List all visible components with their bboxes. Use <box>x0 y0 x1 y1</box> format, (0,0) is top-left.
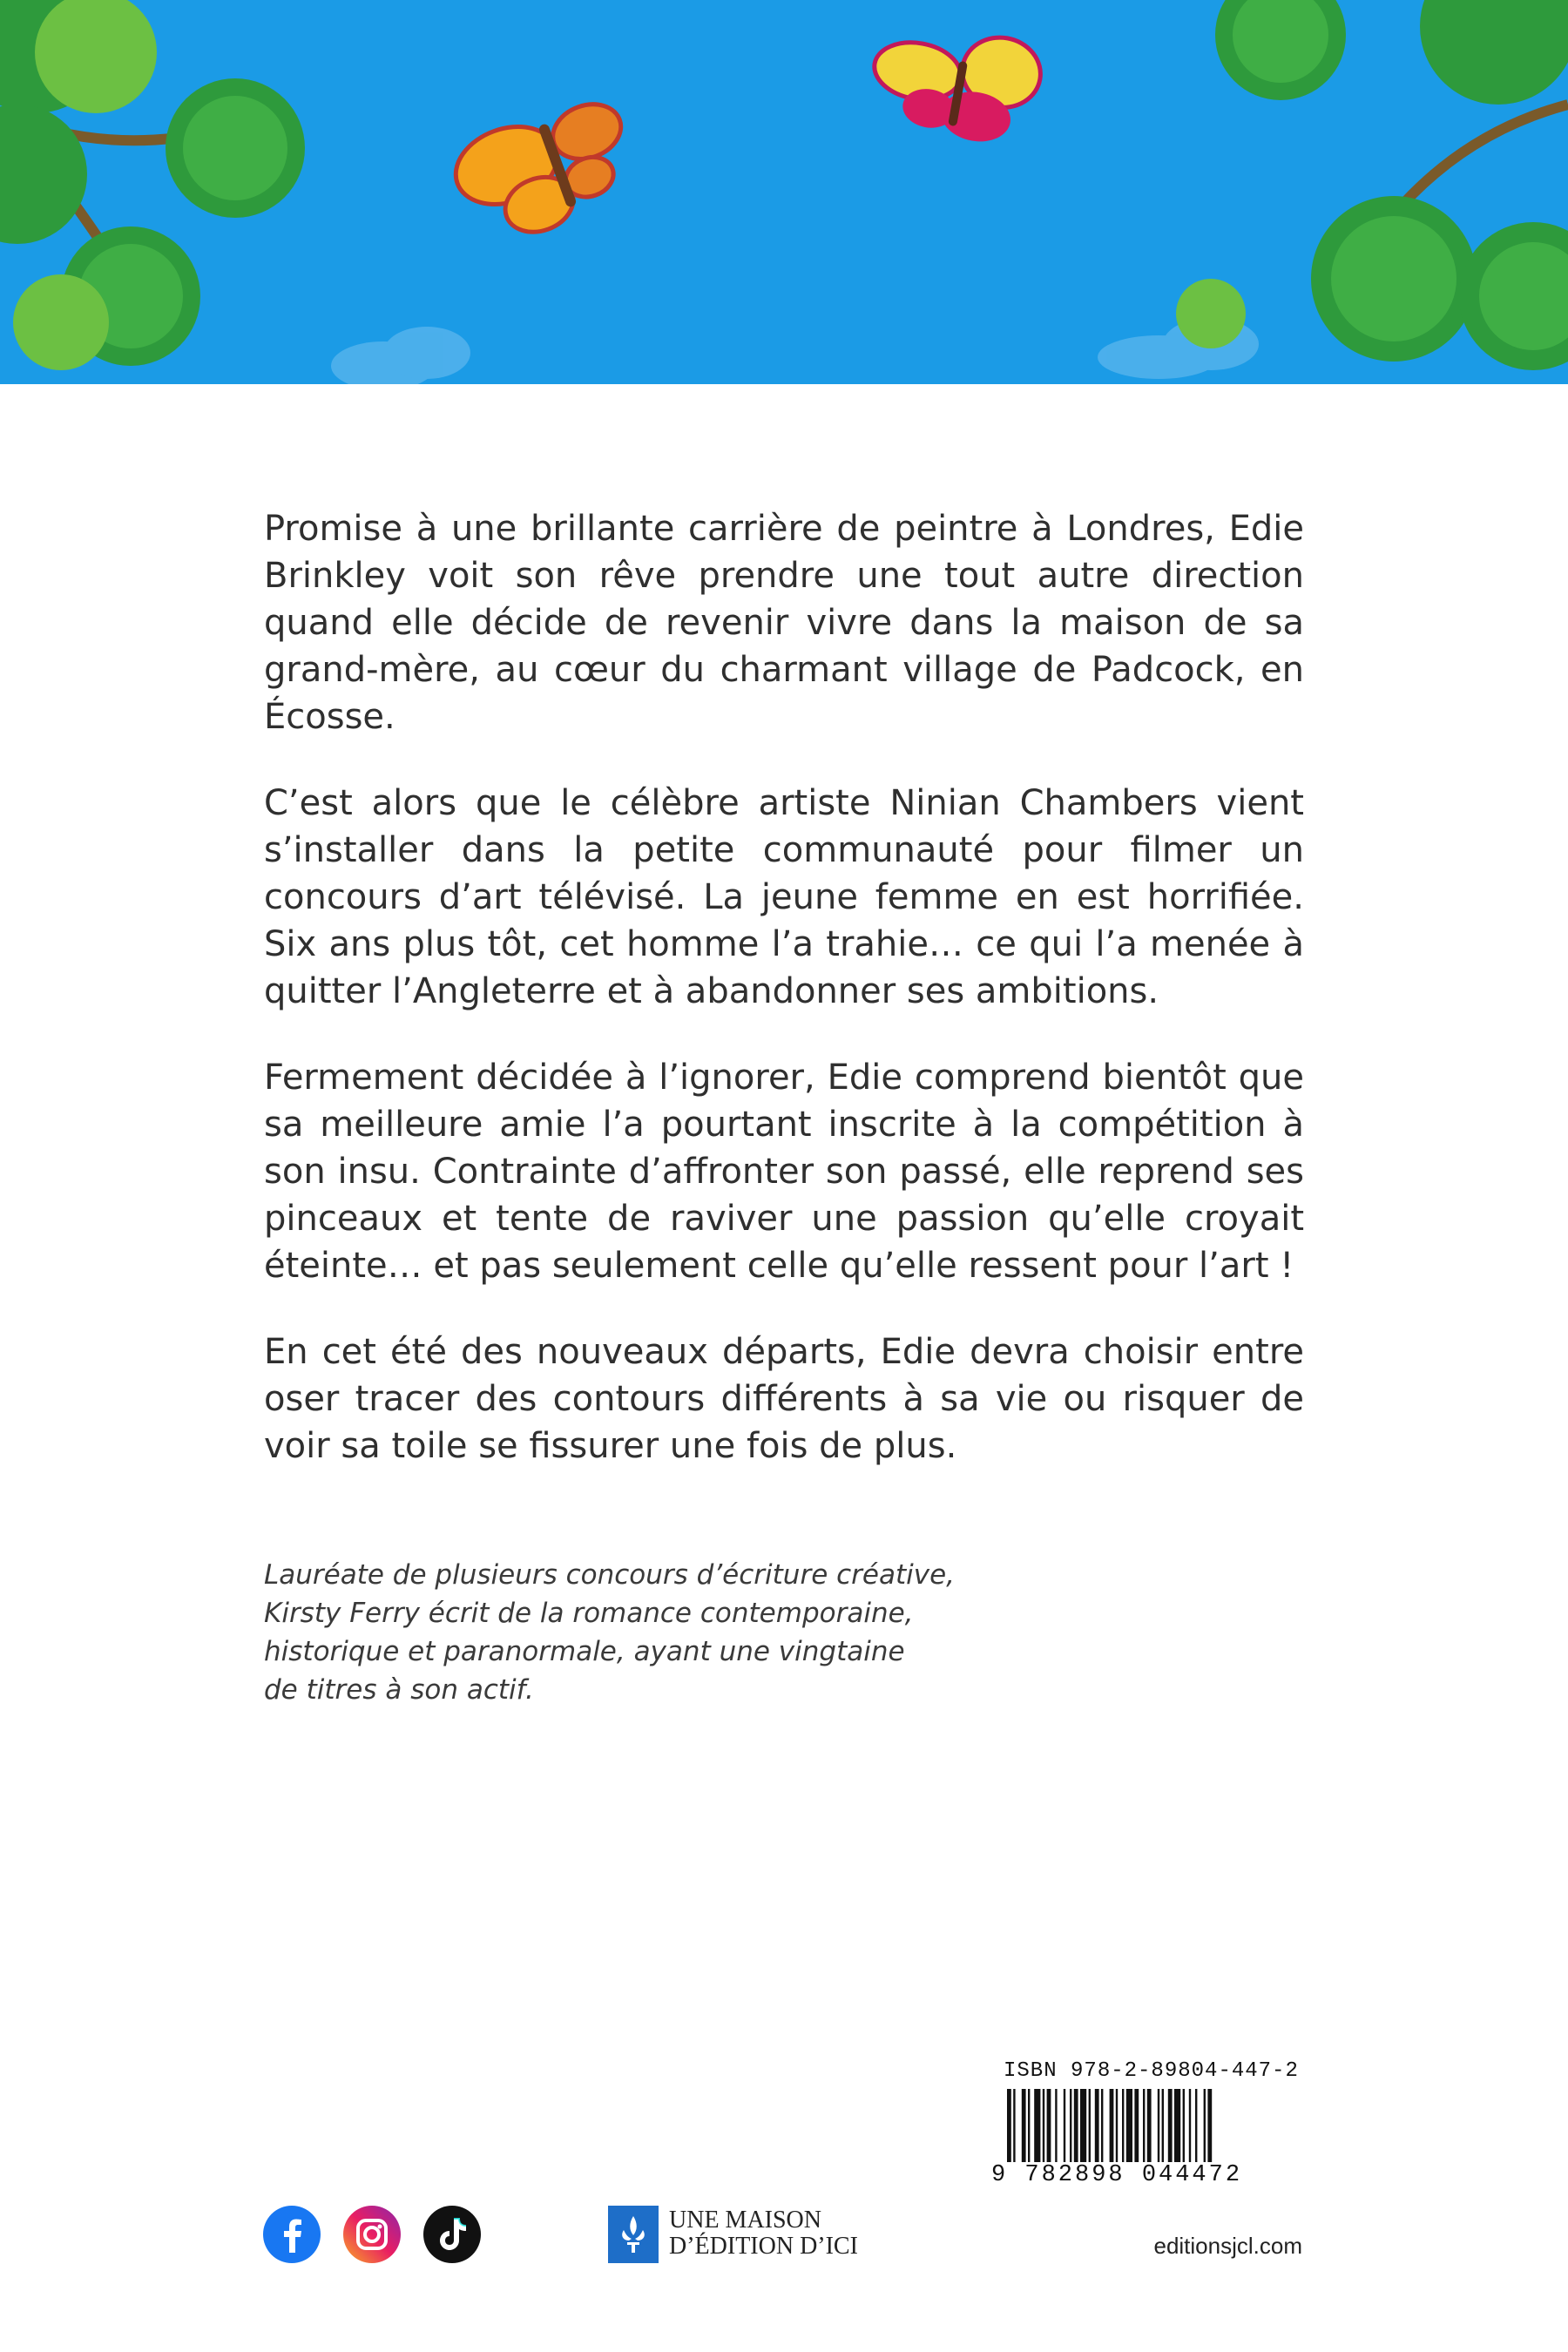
blurb-paragraph-2: C’est alors que le célèbre artiste Ninian Chambers vient s’installer dans la petite communauté pour filmer un concours d’art télévisé. La jeune femme en est horrifiée. Six ans plus tôt, cet homme l’a trahie… ce qui l’a menée à quitter l’Angleterre et à abandonner ses ambitions. <box>264 783 1304 1011</box>
publisher-line-2: D’ÉDITION D’ICI <box>669 2233 858 2260</box>
publisher-website[interactable]: editionsjcl.com <box>1153 2233 1302 2259</box>
blurb-paragraph-1: Promise à une brillante carrière de peintre à Londres, Edie Brinkley voit son rêve prendre une tout autre direction quand elle décide de revenir vivre dans la maison de sa grand-mère, au cœur du charmant village de Padcock, en Écosse. <box>264 509 1304 737</box>
blurb-paragraph-3: Fermement décidée à l’ignorer, Edie comprend bientôt que sa meilleure amie l’a pourtant inscrite à la compétition à son insu. Contrainte d’affronter son passé, elle reprend ses pinceaux et tente de raviver une passion qu’elle croyait éteinte… et pas seulement celle qu’elle ressent pour l’art ! <box>264 1058 1304 1286</box>
book-blurb <box>264 505 1304 1509</box>
sky-banner-illustration <box>0 0 1568 384</box>
isbn-label: ISBN 978-2-89804-447-2 <box>1004 2059 1299 2083</box>
publisher-line-1: UNE MAISON <box>669 2207 821 2234</box>
fleur-de-lis-icon <box>608 2206 659 2263</box>
publisher-name <box>669 2207 858 2260</box>
publisher-logo <box>608 2206 878 2263</box>
author-bio-line: Lauréate de plusieurs concours d’écriture créative, <box>264 1559 956 1591</box>
author-bio-line: historique et paranormale, ayant une vingtaine <box>264 1636 905 1667</box>
facebook-icon[interactable] <box>263 2206 321 2263</box>
blurb-paragraph-4: En cet été des nouveaux départs, Edie devra choisir entre oser tracer des contours différents à sa vie ou risquer de voir sa toile se fissurer une fois de plus. <box>264 1332 1304 1466</box>
barcode-number: 9 782898 044472 <box>991 2162 1243 2188</box>
tiktok-icon[interactable] <box>423 2206 481 2263</box>
barcode-digits <box>990 2162 1244 2188</box>
author-bio <box>264 1556 1013 1709</box>
banner-artwork <box>0 0 1568 384</box>
instagram-icon[interactable] <box>343 2206 401 2263</box>
author-bio-line: de titres à son actif. <box>264 1674 534 1706</box>
author-bio-line: Kirsty Ferry écrit de la romance contemporaine, <box>264 1598 914 1629</box>
